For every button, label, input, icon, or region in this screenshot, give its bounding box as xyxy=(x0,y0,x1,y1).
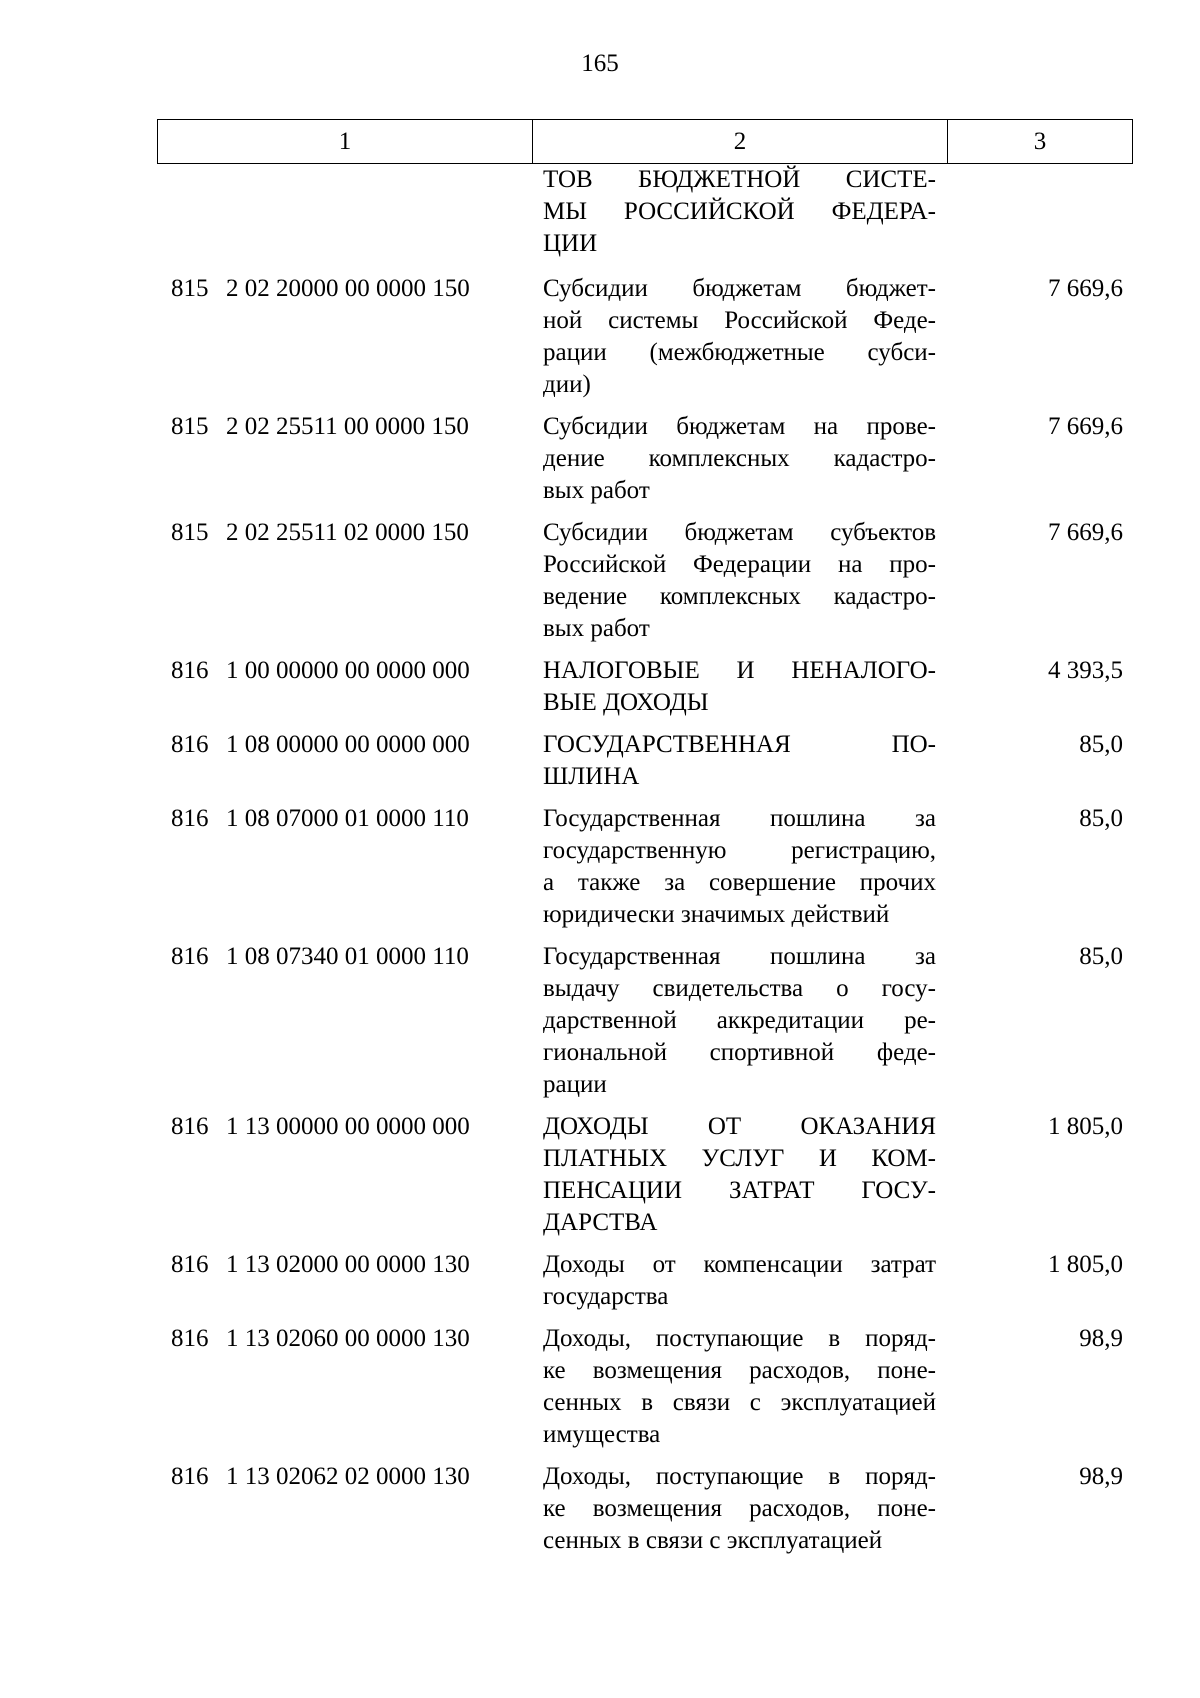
amount-cell: 1 805,0 xyxy=(1048,1251,1123,1278)
admin-code-cell: 816 xyxy=(171,1113,209,1140)
description-line: ДАРСТВА xyxy=(543,1209,658,1236)
continuation-row xyxy=(157,164,1133,260)
budget-code-cell: 2 02 20000 00 0000 150 xyxy=(226,275,470,302)
description-line: ПЕНСАЦИИ ЗАТРАТ ГОСУ- xyxy=(543,1177,936,1204)
amount-cell xyxy=(945,164,1133,260)
description-line: рации (межбюджетные субси- xyxy=(543,339,936,366)
description-line: МЫ РОССИЙСКОЙ ФЕДЕРА- xyxy=(543,198,936,225)
budget-code-cell: 1 13 02062 02 0000 130 xyxy=(226,1463,470,1490)
table-row xyxy=(157,1323,1133,1451)
admin-code-cell: 816 xyxy=(171,1463,209,1490)
description-line: Доходы от компенсации затрат xyxy=(543,1251,936,1278)
budget-code-cell xyxy=(217,164,531,260)
description-line: выдачу свидетельства о госу- xyxy=(543,975,936,1002)
description-line: рации xyxy=(543,1071,607,1098)
description-line: ГОСУДАРСТВЕННАЯ ПО- xyxy=(543,731,936,758)
amount-cell: 98,9 xyxy=(1079,1463,1123,1490)
description-cell xyxy=(531,273,945,401)
description-line: сенных в связи с эксплуатацией xyxy=(543,1527,883,1554)
column-header-1: 1 xyxy=(158,120,533,163)
admin-code-cell: 816 xyxy=(171,943,209,970)
budget-code-cell: 1 13 02000 00 0000 130 xyxy=(226,1251,470,1278)
description-cell xyxy=(531,1111,945,1239)
admin-code-cell: 815 xyxy=(171,413,209,440)
budget-code-cell: 1 08 07000 01 0000 110 xyxy=(226,805,469,832)
column-header-2: 2 xyxy=(533,120,948,163)
admin-code-cell: 815 xyxy=(171,275,209,302)
budget-code-cell: 1 08 07340 01 0000 110 xyxy=(226,943,469,970)
description-cell xyxy=(531,729,945,793)
description-line: ПЛАТНЫХ УСЛУГ И КОМ- xyxy=(543,1145,936,1172)
description-line: Доходы, поступающие в поряд- xyxy=(543,1325,936,1352)
description-cell xyxy=(531,803,945,931)
description-line: Государственная пошлина за xyxy=(543,943,936,970)
description-line: ЦИИ xyxy=(543,230,598,257)
admin-code-cell: 816 xyxy=(171,1325,209,1352)
description-line: гиональной спортивной феде- xyxy=(543,1039,936,1066)
admin-code-cell: 816 xyxy=(171,657,209,684)
description-cell xyxy=(531,655,945,719)
description-line: Доходы, поступающие в поряд- xyxy=(543,1463,936,1490)
table-row xyxy=(157,1249,1133,1313)
amount-cell: 85,0 xyxy=(1079,731,1123,758)
table-row xyxy=(157,1461,1133,1557)
description-line: государства xyxy=(543,1283,669,1310)
budget-code-cell: 1 08 00000 00 0000 000 xyxy=(226,731,470,758)
table-row xyxy=(157,273,1133,401)
table-row xyxy=(157,803,1133,931)
table-row xyxy=(157,655,1133,719)
amount-cell: 7 669,6 xyxy=(1048,275,1123,302)
description-line: ШЛИНА xyxy=(543,763,640,790)
amount-cell: 85,0 xyxy=(1079,805,1123,832)
table-row xyxy=(157,411,1133,507)
description-cell xyxy=(531,517,945,645)
description-line: НАЛОГОВЫЕ И НЕНАЛОГО- xyxy=(543,657,936,684)
description-line: ДОХОДЫ ОТ ОКАЗАНИЯ xyxy=(543,1113,936,1140)
description-line: Российской Федерации на про- xyxy=(543,551,936,578)
table-row xyxy=(157,729,1133,793)
description-cell xyxy=(531,1323,945,1451)
description-line: дии) xyxy=(543,371,591,398)
table-body xyxy=(157,164,1133,1567)
admin-code-cell: 816 xyxy=(171,805,209,832)
amount-cell: 7 669,6 xyxy=(1048,519,1123,546)
budget-code-cell: 1 00 00000 00 0000 000 xyxy=(226,657,470,684)
admin-code-cell: 815 xyxy=(171,519,209,546)
amount-cell: 1 805,0 xyxy=(1048,1113,1123,1140)
budget-code-cell: 2 02 25511 00 0000 150 xyxy=(226,413,469,440)
description-line: ке возмещения расходов, поне- xyxy=(543,1495,936,1522)
description-line: вых работ xyxy=(543,615,650,642)
description-line: сенных в связи с эксплуатацией xyxy=(543,1389,936,1416)
description-line: юридически значимых действий xyxy=(543,901,890,928)
table-header xyxy=(157,119,1133,164)
description-line: Субсидии бюджетам бюджет- xyxy=(543,275,936,302)
description-line: дение комплексных кадастро- xyxy=(543,445,936,472)
description-line: ной системы Российской Феде- xyxy=(543,307,936,334)
admin-code-cell: 816 xyxy=(171,731,209,758)
description-line: а также за совершение прочих xyxy=(543,869,936,896)
admin-code-cell: 816 xyxy=(171,1251,209,1278)
budget-code-cell: 1 13 00000 00 0000 000 xyxy=(226,1113,470,1140)
description-line: дарственной аккредитации ре- xyxy=(543,1007,936,1034)
table-row xyxy=(157,1111,1133,1239)
amount-cell: 85,0 xyxy=(1079,943,1123,970)
description-line: ке возмещения расходов, поне- xyxy=(543,1357,936,1384)
budget-code-cell: 2 02 25511 02 0000 150 xyxy=(226,519,469,546)
description-line: ведение комплексных кадастро- xyxy=(543,583,936,610)
admin-code-cell xyxy=(157,164,217,260)
description-line: ВЫЕ ДОХОДЫ xyxy=(543,689,709,716)
amount-cell: 98,9 xyxy=(1079,1325,1123,1352)
description-cell xyxy=(531,941,945,1101)
description-line: ТОВ БЮДЖЕТНОЙ СИСТЕ- xyxy=(543,166,936,193)
description-cell xyxy=(531,1249,945,1313)
description-line: имущества xyxy=(543,1421,661,1448)
budget-code-cell: 1 13 02060 00 0000 130 xyxy=(226,1325,470,1352)
table-row xyxy=(157,517,1133,645)
description-line: Субсидии бюджетам на прове- xyxy=(543,413,936,440)
description-cell xyxy=(531,1461,945,1557)
page-number: 165 xyxy=(581,50,619,77)
amount-cell: 4 393,5 xyxy=(1048,657,1123,684)
description-cell xyxy=(531,164,945,260)
table-row xyxy=(157,941,1133,1101)
amount-cell: 7 669,6 xyxy=(1048,413,1123,440)
column-header-3: 3 xyxy=(1033,128,1047,155)
description-line: вых работ xyxy=(543,477,650,504)
description-cell xyxy=(531,411,945,507)
description-line: государственную регистрацию, xyxy=(543,837,936,864)
description-line: Государственная пошлина за xyxy=(543,805,936,832)
description-line: Субсидии бюджетам субъектов xyxy=(543,519,936,546)
